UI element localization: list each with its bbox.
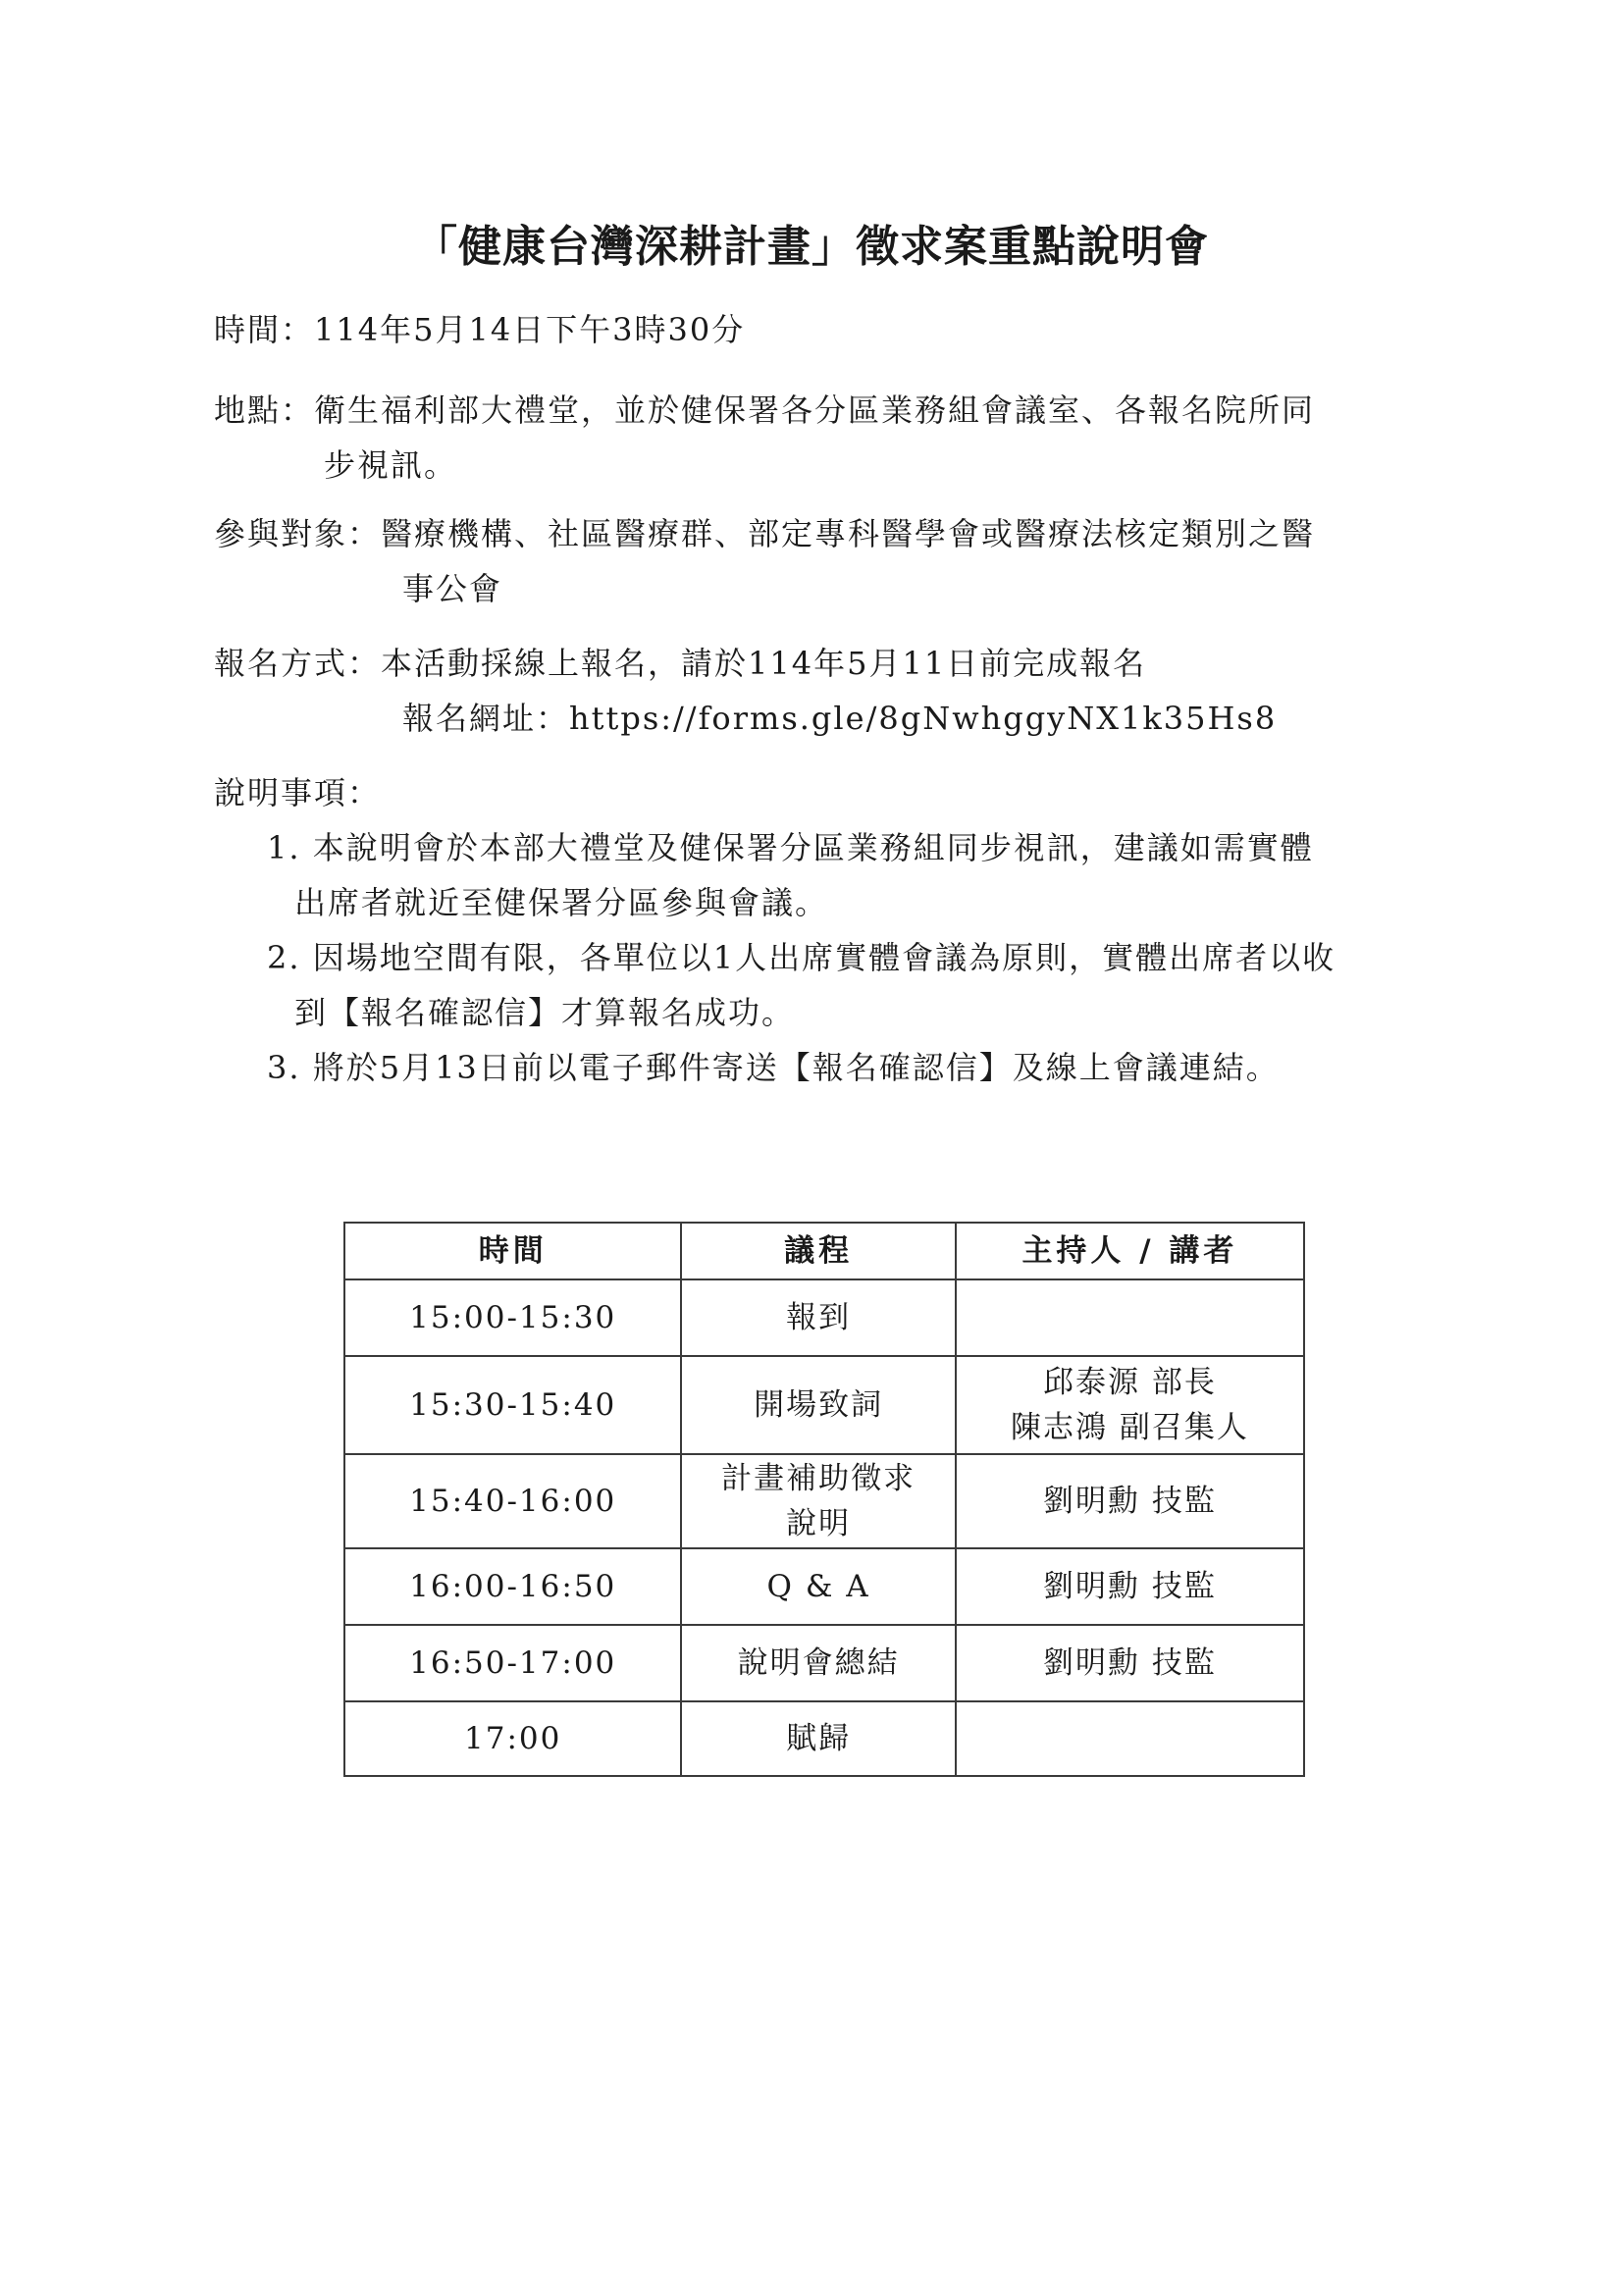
table-row — [344, 1279, 1304, 1356]
document-title: 「健康台灣深耕計畫」徵求案重點說明會 — [414, 222, 1209, 272]
row-speaker — [956, 1701, 1304, 1776]
row-time: 15:30-15:40 — [344, 1356, 681, 1454]
speaker-line: 劉明勳 技監 — [1042, 1645, 1217, 1681]
item-line: 報到 — [786, 1300, 852, 1335]
place-value-line1: 衛生福利部大禮堂，並於健保署各分區業務組會議室、各報名院所同 — [314, 391, 1316, 429]
item-line: Q & A — [766, 1569, 870, 1604]
speaker-line: 劉明勳 技監 — [1042, 1569, 1217, 1604]
item-line: 說明會總結 — [737, 1645, 900, 1681]
row-speaker — [956, 1454, 1304, 1548]
row-item — [681, 1625, 955, 1701]
speaker-line: 邱泰源 部長 — [1042, 1365, 1217, 1400]
place-label: 地點： — [214, 391, 315, 429]
row-time: 15:40-16:00 — [344, 1454, 681, 1548]
target-value-line1: 醫療機構、社區醫療群、部定專科醫學會或醫療法核定類別之醫 — [381, 515, 1316, 552]
agenda-table — [343, 1222, 1305, 1777]
row-item — [681, 1454, 955, 1548]
row-time: 17:00 — [344, 1701, 681, 1776]
info-registration — [214, 636, 1146, 691]
info-time — [214, 302, 745, 357]
row-speaker — [956, 1625, 1304, 1701]
row-time: 16:50-17:00 — [344, 1625, 681, 1701]
header-agenda: 議程 — [681, 1223, 955, 1279]
row-item — [681, 1356, 955, 1454]
registration-label: 報名方式： — [214, 645, 382, 682]
notes-heading: 說明事項： — [214, 774, 382, 811]
target-value-line2: 事公會 — [402, 570, 503, 607]
place-value-line2: 步視訊。 — [324, 446, 458, 484]
row-item — [681, 1279, 955, 1356]
note-1-line2: 出席者就近至健保署分區參與會議。 — [294, 884, 829, 921]
registration-url: 報名網址：https://forms.gle/8gNwhggyNX1k35Hs8 — [402, 700, 1278, 737]
info-place — [214, 383, 1315, 438]
info-target — [214, 506, 1315, 561]
row-time: 16:00-16:50 — [344, 1548, 681, 1625]
header-speaker: 主持人 / 講者 — [956, 1223, 1304, 1279]
row-speaker — [956, 1356, 1304, 1454]
note-2-line2: 到【報名確認信】才算報名成功。 — [294, 994, 796, 1031]
item-line: 開場致詞 — [754, 1387, 884, 1423]
note-2-line1: 2. 因場地空間有限，各單位以1人出席實體會議為原則，實體出席者以收 — [267, 939, 1336, 976]
time-value: 114年5月14日下午3時30分 — [314, 311, 746, 348]
note-1-line1: 1. 本說明會於本部大禮堂及健保署分區業務組同步視訊，建議如需實體 — [267, 829, 1314, 866]
registration-value-line1: 本活動採線上報名，請於114年5月11日前完成報名 — [381, 645, 1147, 682]
table-row — [344, 1548, 1304, 1625]
speaker-line: 陳志鴻 副召集人 — [1010, 1410, 1249, 1445]
row-item — [681, 1701, 955, 1776]
speaker-line: 劉明勳 技監 — [1042, 1484, 1217, 1519]
time-label: 時間： — [214, 311, 315, 348]
row-item — [681, 1548, 955, 1625]
table-row — [344, 1454, 1304, 1548]
table-row — [344, 1701, 1304, 1776]
row-time: 15:00-15:30 — [344, 1279, 681, 1356]
row-speaker — [956, 1279, 1304, 1356]
item-line: 計畫補助徵求 — [721, 1461, 916, 1496]
item-line: 賦歸 — [786, 1721, 852, 1756]
table-row — [344, 1625, 1304, 1701]
header-time: 時間 — [344, 1223, 681, 1279]
agenda-header-row — [344, 1223, 1304, 1279]
note-3-line1: 3. 將於5月13日前以電子郵件寄送【報名確認信】及線上會議連結。 — [267, 1049, 1280, 1086]
target-label: 參與對象： — [214, 515, 382, 552]
item-line: 說明 — [786, 1506, 852, 1541]
table-row — [344, 1356, 1304, 1454]
row-speaker — [956, 1548, 1304, 1625]
